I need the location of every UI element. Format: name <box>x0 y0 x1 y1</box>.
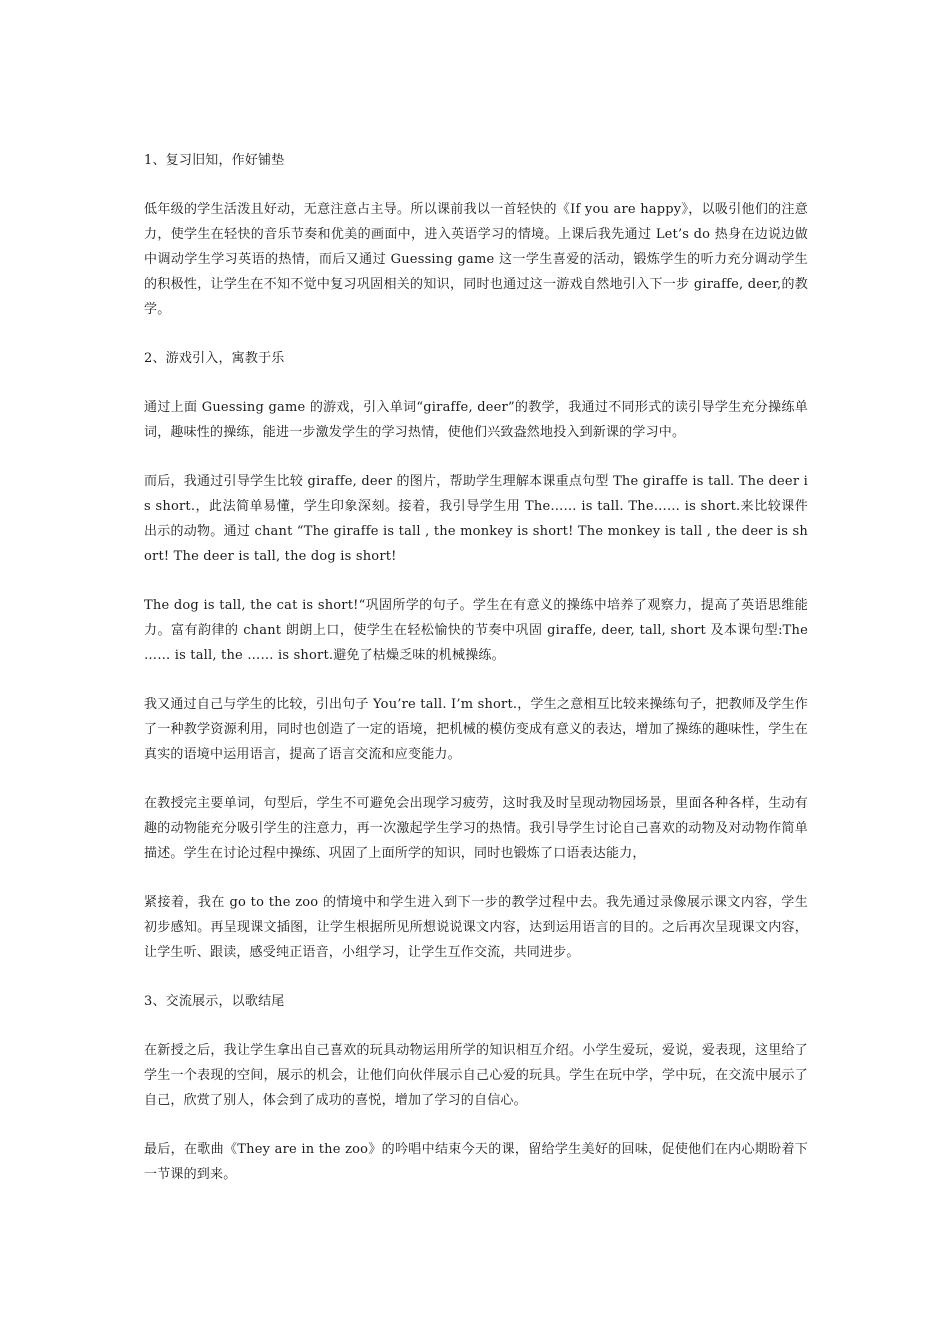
paragraph: The dog is tall, the cat is short!“巩固所学的句子。学生在有意义的操练中培养了观察力，提高了英语思维能力。富有韵律的 chant 朗朗上口，使学生在轻松愉快的节奏中巩固 giraffe, deer, tall, short 及本课句型:The …… is tall, the …… is short.避免了枯燥乏味的机械操练。 <box>144 598 808 663</box>
section-heading-3: 3、交流展示，以歌结尾 <box>144 994 285 1009</box>
paragraph: 最后，在歌曲《They are in the zoo》的吟唱中结束今天的课，留给学生美好的回味，促使他们在内心期盼着下一节课的到来。 <box>144 1142 808 1182</box>
paragraph: 我又通过自己与学生的比较，引出句子 You’re tall. I’m short.，学生之意相互比较来操练句子，把教师及学生作了一种教学资源利用，同时也创造了一定的语境，把机械的模仿变成有意义的表达，增加了操练的趣味性，学生在真实的语境中运用语言，提高了语言交流和应变能力。 <box>144 697 808 762</box>
paragraph: 而后，我通过引导学生比较 giraffe, deer 的图片，帮助学生理解本课重点句型 The giraffe is tall. The deer is short.，此法简单易懂，学生印象深刻。接着，我引导学生用 The…… is tall. The…… is short.来比较课件出示的动物。通过 chant “The giraffe is tall , the monkey is short! The monkey is tall , the deer is short! The deer is tall, the dog is short! <box>144 474 808 564</box>
document-body <box>144 148 808 1211</box>
paragraph: 低年级的学生活泼且好动，无意注意占主导。所以课前我以一首轻快的《If you are happy》，以吸引他们的注意力，使学生在轻快的音乐节奏和优美的画面中，进入英语学习的情境。上课后我先通过 Let’s do 热身在边说边做中调动学生学习英语的热情，而后又通过 Guessing game 这一学生喜爱的活动，锻炼学生的听力充分调动学生的积极性，让学生在不知不觉中复习巩固相关的知识，同时也通过这一游戏自然地引入下一步 giraffe, deer,的教学。 <box>144 202 808 317</box>
paragraph: 通过上面 Guessing game 的游戏，引入单词“giraffe, deer”的教学，我通过不同形式的读引导学生充分操练单词，趣味性的操练，能进一步激发学生的学习热情，使他们兴致盎然地投入到新课的学习中。 <box>144 400 808 440</box>
paragraph: 在新授之后，我让学生拿出自己喜欢的玩具动物运用所学的知识相互介绍。小学生爱玩，爱说，爱表现，这里给了学生一个表现的空间，展示的机会，让他们向伙伴展示自己心爱的玩具。学生在玩中学，学中玩，在交流中展示了自己，欣赏了别人，体会到了成功的喜悦，增加了学习的自信心。 <box>144 1043 808 1108</box>
section-heading-2: 2、游戏引入，寓教于乐 <box>144 351 285 366</box>
paragraph: 在教授完主要单词，句型后，学生不可避免会出现学习疲劳，这时我及时呈现动物园场景，里面各种各样，生动有趣的动物能充分吸引学生的注意力，再一次激起学生学习的热情。我引导学生讨论自己喜欢的动物及对动物作简单描述。学生在讨论过程中操练、巩固了上面所学的知识，同时也锻炼了口语表达能力， <box>144 796 808 861</box>
section-heading-1: 1、复习旧知，作好铺垫 <box>144 153 285 168</box>
paragraph: 紧接着，我在 go to the zoo 的情境中和学生进入到下一步的教学过程中去。我先通过录像展示课文内容，学生初步感知。再呈现课文插图，让学生根据所见所想说说课文内容，达到运用语言的目的。之后再次呈现课文内容，让学生听、跟读，感受纯正语音，小组学习，让学生互作交流，共同进步。 <box>144 895 808 960</box>
